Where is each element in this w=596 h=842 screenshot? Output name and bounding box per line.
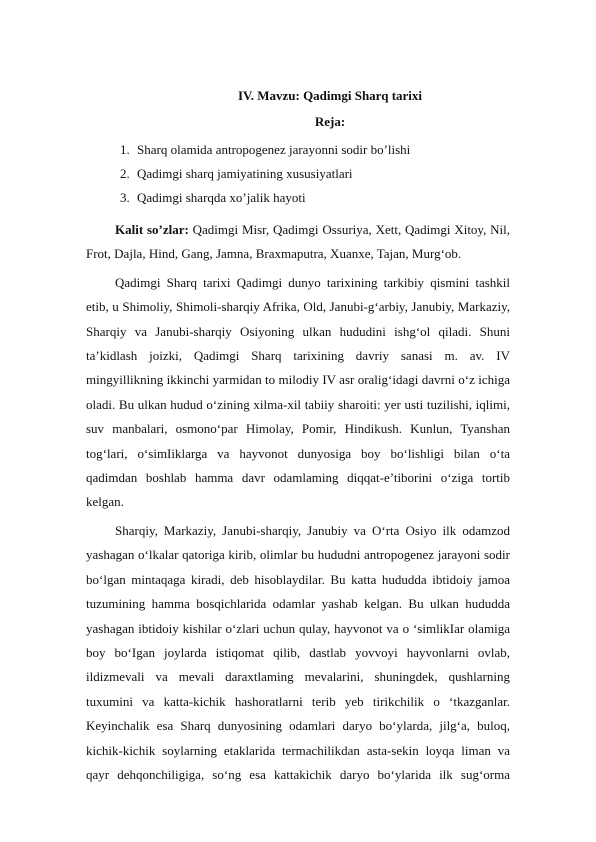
keywords-text: Qadimgi Misr, Qadimgi Ossuriya, Xett, Qadimgi Xitoy, Nil, Frot, Dajla, Hind, Gang, Jamna, Braxmaputra, Xuanxe, Tajan, Murg‘ob. [86, 222, 510, 262]
document-title: IV. Mavzu: Qadimgi Sharq tarixi [237, 88, 423, 103]
document-page [86, 88, 510, 791]
keywords-paragraph [86, 218, 510, 267]
plan-list [86, 138, 510, 210]
plan-item: 2. Qadimgi sharq jamiyatining xususiyatlari [133, 162, 510, 186]
plan-item: 3. Qadimgi sharqda xo’jalik hayoti [133, 186, 510, 210]
plan-heading: Reja: [314, 114, 346, 129]
keywords-label: Kalit so’zlar: [115, 222, 189, 237]
body-paragraph-1: Qadimgi Sharq tarixi Qadimgi dunyo tarixining tarkibiy qismini tashkil etib, u Shimoliy, Shimoli-sharqiy Afrika, Old, Janubi-g‘arbiy, Janubiy, Markaziy, Sharqiy va Janubi-sharqiy Osiyoning ulkan hududini ishg‘ol qiladi. Shuni ta’kidlash joizki, Qadimgi Sharq tarixining davriy sanasi m. av. IV mingyillikning ikkinchi yarmidan to milodiy IV asr oralig‘idagi davrni o‘z ichiga oladi. Bu ulkan hudud o‘zining xilma-xil tabiiy sharoiti: yer usti tuzilishi, iqlimi, suv manbalari, osmono‘par Himolay, Pomir, Hindikush. Kunlun, Tyanshan tog‘lari, o‘simIiklarga va hayvonot dunyosiga boy bo‘lishligi bilan o‘ta qadimdan boshlab hamma davr odamlaming diqqat-e’tiborini o‘ziga tortib kelgan. [86, 274, 510, 510]
body-paragraph-2: Sharqiy, Markaziy, Janubi-sharqiy, Janubiy va O‘rta Osiyo ilk odamzod yashagan o‘lkalar qatoriga kirib, olimlar bu hududni antropogenez jarayoni sodir bo‘lgan mintaqaga kiradi, deb hisoblaydilar. Bu katta hududda ibtidoiy jamoa tuzumining hamma bosqichlarida odamlar yashab kelgan. Bu ulkan hududda yashagan ibtidoiy kishilar o‘zlari uchun qulay, hayvonot va o ‘simlikIar olamiga boy bo‘Igan joylarda istiqomat qilib, dastlab yovvoyi hayvonlarni ovlab, ildizmevali va mevali daraxtlaming mevalarini, shuningdek, qushlarning tuxumini va katta-kichik hashoratlarni terib yeb tirikchilik o ‘tkazganlar. Keyinchalik esa Sharq dunyosining odamlari daryo bo‘ylarda, jilg‘a, buloq, kichik-kichik soylarning etaklarida termachilikdan asta-sekin loyqa liman va qayr dehqonchiligiga, so‘ng esa kattakichik daryo bo‘ylarida ilk sug‘orma [86, 522, 510, 782]
plan-item: 1. Sharq olamida antropogenez jarayonni sodir bo’lishi [133, 138, 510, 162]
